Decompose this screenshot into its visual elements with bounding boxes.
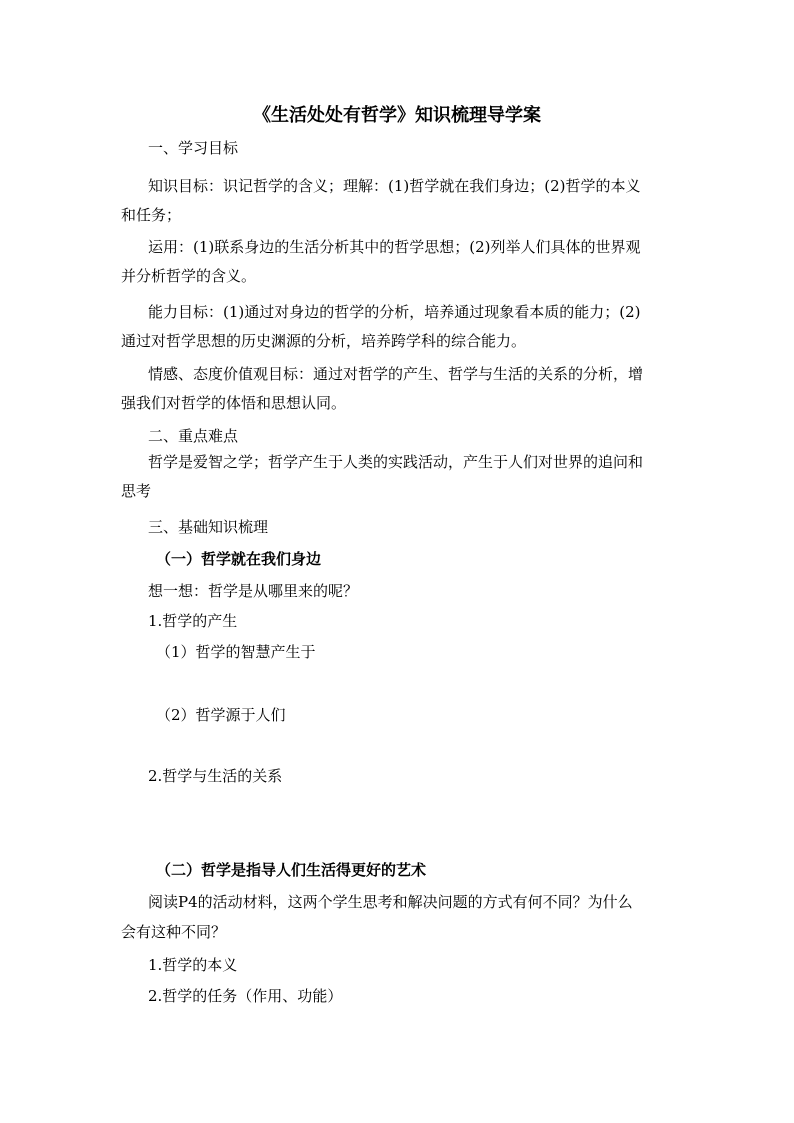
paragraph-line: 会有这种不同？ bbox=[121, 923, 227, 941]
section-heading-basics: 三、基础知识梳理 bbox=[148, 518, 269, 536]
paragraph-line: 通过对哲学思想的历史渊源的分析，培养跨学科的综合能力。 bbox=[121, 332, 527, 350]
list-item: 2.哲学与生活的关系 bbox=[148, 767, 283, 785]
paragraph-line: 和任务； bbox=[121, 206, 182, 224]
subsection-heading-1: （一）哲学就在我们身边 bbox=[156, 550, 322, 568]
document-title: 《生活处处有哲学》知识梳理导学案 bbox=[253, 105, 541, 126]
paragraph-line: 能力目标：(1)通过对身边的哲学的分析，培养通过现象看本质的能力；(2) bbox=[148, 303, 641, 321]
paragraph-line: 哲学是爱智之学；哲学产生于人类的实践活动，产生于人们对世界的追问和 bbox=[148, 453, 644, 471]
paragraph-line: 强我们对哲学的体悟和思想认同。 bbox=[121, 394, 347, 412]
paragraph-line: 阅读P4的活动材料，这两个学生思考和解决问题的方式有何不同？为什么 bbox=[148, 893, 633, 911]
paragraph-line: 情感、态度价值观目标：通过对哲学的产生、哲学与生活的关系的分析，增 bbox=[148, 365, 644, 383]
section-heading-key-points: 二、重点难点 bbox=[148, 427, 239, 445]
list-item: （1）哲学的智慧产生于 bbox=[156, 643, 316, 661]
paragraph-line: 运用：(1)联系身边的生活分析其中的哲学思想；(2)列举人们具体的世界观 bbox=[148, 238, 641, 256]
paragraph-line: 思考 bbox=[121, 482, 152, 500]
list-item: 1.哲学的本义 bbox=[148, 956, 238, 974]
subsection-heading-2: （二）哲学是指导人们生活得更好的艺术 bbox=[156, 861, 427, 879]
paragraph-line: 并分析哲学的含义。 bbox=[121, 267, 257, 285]
paragraph-line: 想一想：哲学是从哪里来的呢？ bbox=[148, 582, 359, 600]
list-item: 2.哲学的任务（作用、功能） bbox=[148, 987, 343, 1005]
list-item: 1.哲学的产生 bbox=[148, 612, 238, 630]
list-item: （2）哲学源于人们 bbox=[156, 706, 286, 724]
paragraph-line: 知识目标：识记哲学的含义；理解：(1)哲学就在我们身边；(2)哲学的本义 bbox=[148, 177, 641, 195]
section-heading-goals: 一、学习目标 bbox=[148, 139, 239, 157]
